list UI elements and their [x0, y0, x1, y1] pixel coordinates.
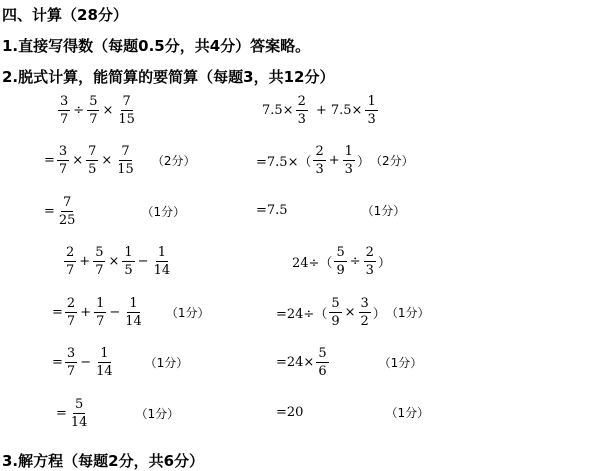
numerator: 5	[331, 296, 340, 311]
numerator: 3	[60, 94, 69, 109]
fraction	[359, 295, 371, 330]
problem-d-expression	[292, 244, 391, 279]
fraction	[94, 345, 115, 380]
term: =20	[276, 405, 304, 420]
problem-c-expression	[62, 244, 174, 279]
numerator: 1	[129, 296, 138, 311]
problem-c-step-2	[52, 345, 188, 380]
fraction	[69, 396, 90, 431]
fraction	[65, 295, 77, 330]
denominator: 7	[66, 314, 76, 329]
problem-d-step-3	[276, 404, 429, 421]
term: 24÷（	[292, 256, 333, 271]
denominator: 3	[344, 162, 353, 177]
problem-a-expression	[56, 93, 139, 128]
part-2-heading: 2.脱式计算，能简算的要简算（每题3，共12分）	[2, 68, 335, 86]
numerator: 1	[96, 296, 105, 311]
score-mark: （1分）	[141, 205, 186, 219]
bracket: ）	[356, 155, 370, 170]
denominator: 3	[315, 162, 324, 177]
denominator: 7	[66, 364, 76, 379]
fraction	[329, 295, 341, 330]
denominator: 7	[66, 263, 75, 278]
fraction	[65, 345, 77, 380]
operator: −	[80, 355, 92, 370]
operator: ×	[72, 153, 84, 168]
numerator: 7	[63, 195, 72, 210]
denominator: 5	[88, 162, 97, 177]
bracket: ）	[372, 307, 386, 322]
denominator: 7	[60, 112, 69, 127]
denominator: 3	[367, 112, 376, 127]
numerator: 5	[75, 397, 84, 412]
fraction	[313, 143, 325, 178]
numerator: 1	[367, 94, 376, 109]
fraction	[87, 93, 99, 128]
term: 7.5×	[262, 103, 294, 118]
numerator: 2	[315, 144, 324, 159]
numerator: 1	[100, 346, 109, 361]
problem-a-step-2	[44, 194, 185, 229]
denominator: 14	[96, 364, 113, 379]
denominator: 5	[124, 263, 133, 278]
score-mark: （2分）	[369, 154, 414, 168]
operator: ×	[102, 103, 114, 118]
term: =24×	[276, 355, 315, 370]
numerator: 7	[121, 144, 130, 159]
equals-sign: =	[52, 355, 63, 370]
numerator: 3	[360, 296, 369, 311]
fraction	[57, 194, 78, 229]
problem-d-step-1	[276, 295, 429, 330]
operator: −	[137, 254, 149, 269]
score-mark: （1分）	[165, 306, 210, 320]
fraction	[364, 244, 376, 279]
denominator: 7	[95, 263, 104, 278]
numerator: 2	[365, 245, 374, 260]
denominator: 3	[365, 263, 374, 278]
fraction	[123, 295, 144, 330]
numerator: 2	[66, 245, 75, 260]
operator: +	[328, 153, 340, 168]
operator: ×	[101, 153, 113, 168]
part-3-heading: 3.解方程（每题2分，共6分）	[2, 452, 205, 470]
denominator: 3	[297, 112, 306, 127]
fraction	[334, 244, 346, 279]
numerator: 3	[66, 346, 76, 361]
numerator: 1	[124, 245, 133, 260]
score-mark: （1分）	[378, 356, 423, 370]
bracket: ）	[377, 256, 391, 271]
numerator: 5	[336, 245, 345, 260]
operator: +	[80, 305, 92, 320]
denominator: 15	[118, 112, 135, 127]
term: + 7.5×	[315, 103, 363, 118]
numerator: 1	[344, 144, 353, 159]
problem-a-step-1	[44, 143, 195, 178]
operator: −	[109, 305, 121, 320]
numerator: 7	[88, 144, 97, 159]
score-mark: （1分）	[144, 356, 189, 370]
denominator: 15	[117, 162, 134, 177]
denominator: 7	[89, 112, 98, 127]
numerator: 3	[58, 144, 68, 159]
equals-sign: =	[44, 204, 55, 219]
fraction	[122, 244, 134, 279]
fraction	[58, 93, 70, 128]
numerator: 5	[318, 346, 327, 361]
fraction	[57, 143, 69, 178]
fraction	[296, 93, 308, 128]
fraction	[94, 295, 106, 330]
denominator: 14	[153, 263, 171, 278]
equals-sign: =	[44, 153, 55, 168]
problem-b-step-2	[256, 202, 405, 219]
denominator: 14	[125, 314, 142, 329]
numerator: 5	[95, 245, 104, 260]
operator: ÷	[349, 254, 361, 269]
problem-c-step-3	[56, 396, 179, 431]
score-mark: （1分）	[135, 407, 180, 421]
fraction	[116, 93, 137, 128]
numerator: 5	[89, 94, 98, 109]
term: =7.5×（	[256, 155, 312, 170]
problem-c-step-1	[52, 295, 209, 330]
problem-b-step-1	[256, 143, 414, 178]
operator: ×	[344, 305, 356, 320]
numerator: 2	[66, 296, 76, 311]
term: =24÷（	[276, 307, 328, 322]
fraction	[365, 93, 377, 128]
problem-d-step-2	[276, 345, 422, 380]
fraction	[115, 143, 136, 178]
fraction	[152, 244, 173, 279]
denominator: 7	[96, 314, 105, 329]
operator: ÷	[73, 103, 85, 118]
fraction	[343, 143, 355, 178]
score-mark: （1分）	[361, 204, 406, 218]
score-mark: （1分）	[385, 406, 430, 420]
operator: ×	[108, 254, 120, 269]
term: =7.5	[256, 203, 288, 218]
denominator: 9	[336, 263, 345, 278]
fraction	[64, 244, 76, 279]
fraction	[93, 244, 105, 279]
operator: +	[79, 254, 91, 269]
denominator: 9	[331, 314, 340, 329]
part-1-heading: 1.直接写得数（每题0.5分，共4分）答案略。	[2, 37, 311, 55]
score-mark: （2分）	[151, 154, 196, 168]
numerator: 1	[157, 245, 166, 260]
denominator: 14	[70, 415, 88, 430]
equals-sign: =	[56, 406, 67, 421]
denominator: 6	[318, 364, 327, 379]
denominator: 7	[58, 162, 68, 177]
equals-sign: =	[52, 305, 63, 320]
fraction	[86, 143, 98, 178]
problem-b-expression	[262, 93, 380, 128]
denominator: 2	[360, 314, 369, 329]
numerator: 2	[297, 94, 306, 109]
denominator: 25	[58, 213, 76, 228]
numerator: 7	[122, 94, 131, 109]
fraction	[316, 345, 328, 380]
section-title: 四、计算（28分）	[2, 6, 128, 24]
score-mark: （1分）	[385, 306, 430, 320]
